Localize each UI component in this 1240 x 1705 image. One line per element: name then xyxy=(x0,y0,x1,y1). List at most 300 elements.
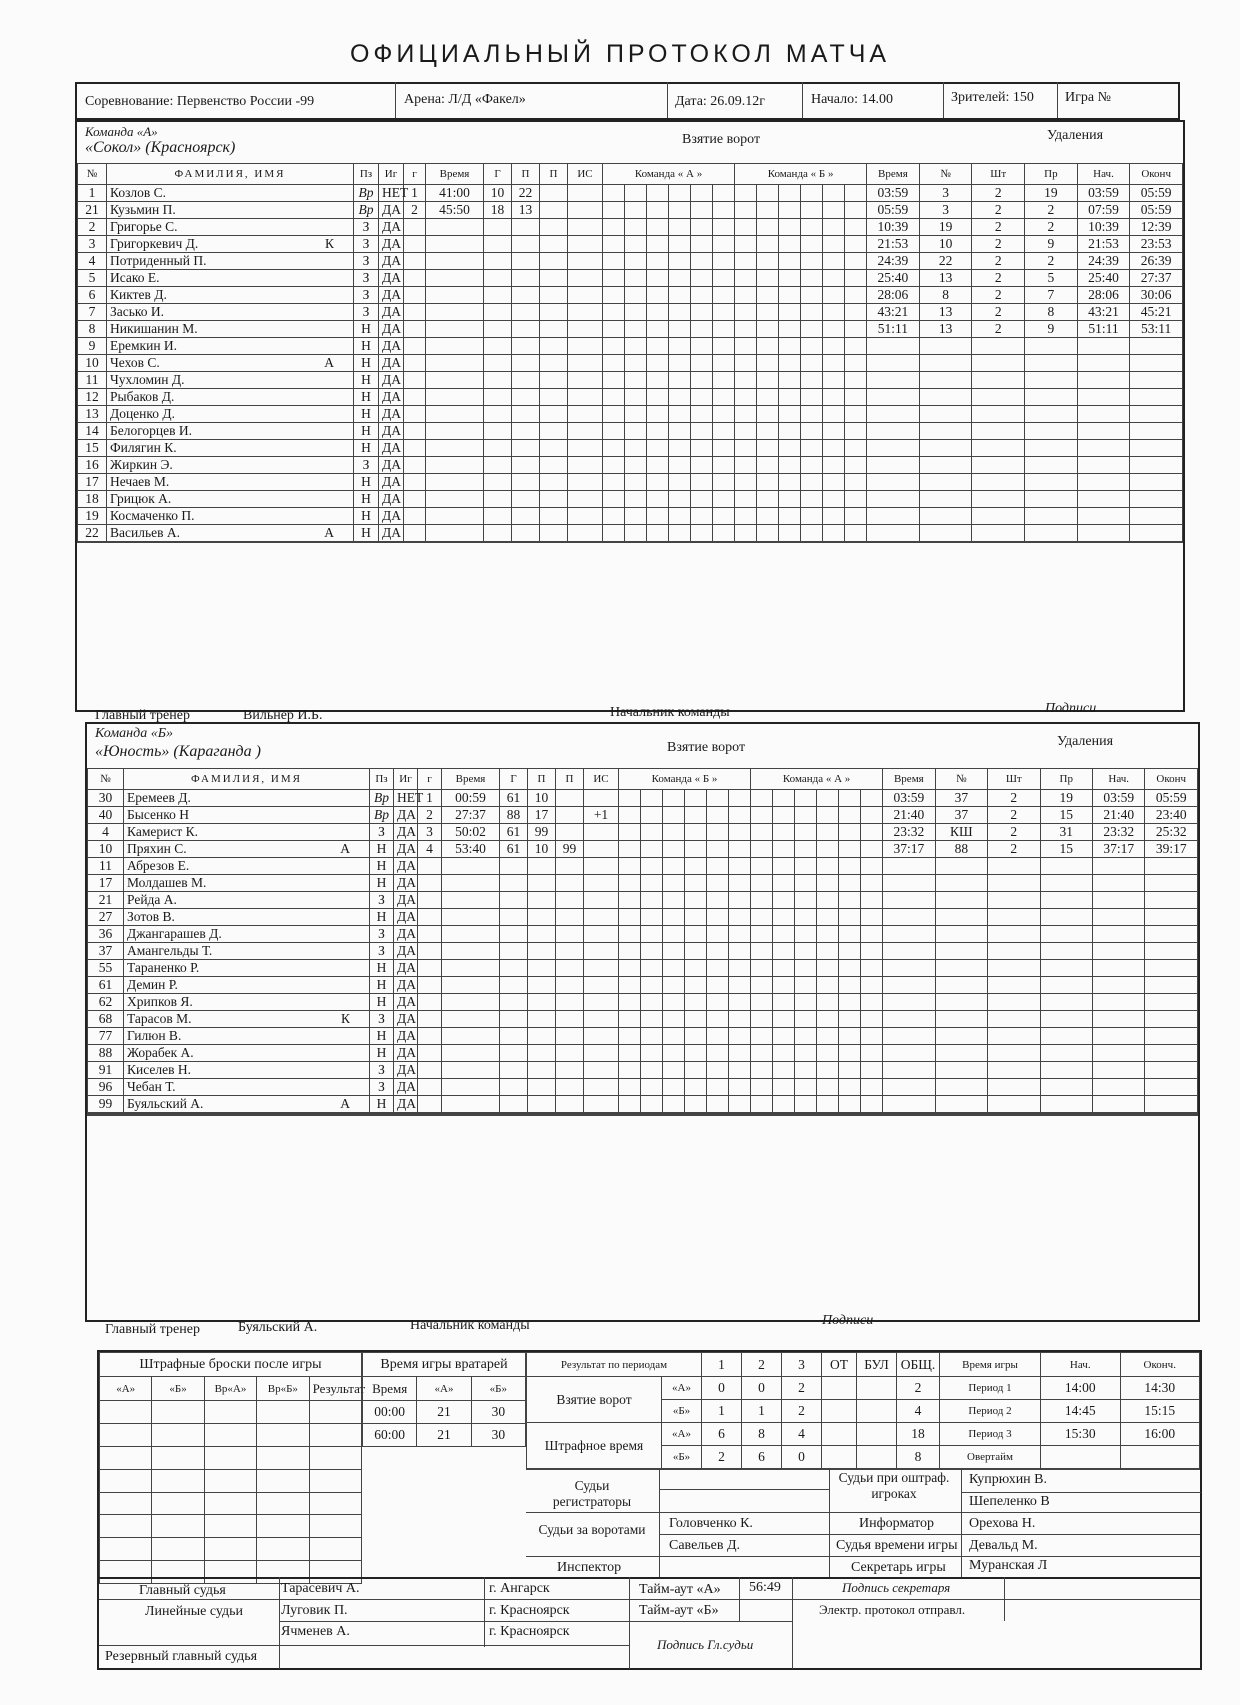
lineup-cell xyxy=(669,474,691,491)
lineup-cell xyxy=(713,525,735,542)
period-start: 14:45 xyxy=(1041,1400,1121,1423)
lineup-cell xyxy=(647,457,669,474)
lineup-cell xyxy=(861,994,883,1011)
ref-city: г. Ангарск xyxy=(489,1581,550,1596)
penalty-cell xyxy=(988,926,1040,943)
goal-cell xyxy=(484,372,512,389)
lineup-cell xyxy=(801,304,823,321)
goal-cell: 41:00 xyxy=(426,185,484,202)
lineup-cell xyxy=(729,1079,751,1096)
player-name-cell xyxy=(124,1062,370,1079)
penalty-cell: 23:40 xyxy=(1145,807,1198,824)
penalty-cell: 45:21 xyxy=(1130,304,1183,321)
lineup-cell xyxy=(669,355,691,372)
player-plays: ДА xyxy=(379,355,404,372)
lineup-cell xyxy=(625,508,647,525)
penalty-cell xyxy=(1130,355,1183,372)
shootout-cell xyxy=(100,1401,152,1424)
captain-mark: К xyxy=(340,1011,350,1026)
lineup-cell xyxy=(603,525,625,542)
player-plays: ДА xyxy=(379,474,404,491)
lineup-cell xyxy=(625,219,647,236)
lineup-cell xyxy=(795,909,817,926)
goalie-time-title: Время игры вратарей xyxy=(363,1353,526,1377)
lineup-cell xyxy=(773,892,795,909)
penalty-cell: 3 xyxy=(919,185,972,202)
goal-cell xyxy=(404,219,426,236)
lineup-cell xyxy=(729,1115,751,1116)
lineup-cell xyxy=(669,440,691,457)
lineup-cell xyxy=(669,202,691,219)
player-name-cell xyxy=(124,943,370,960)
lineup-cell xyxy=(641,824,663,841)
goal-cell xyxy=(540,474,568,491)
shootout-cell xyxy=(309,1446,361,1469)
player-name-cell xyxy=(124,977,370,994)
penalty-cell xyxy=(919,406,972,423)
lineup-cell xyxy=(861,943,883,960)
penalty-cell xyxy=(1130,440,1183,457)
penalty-cell xyxy=(867,406,920,423)
penalty-cell xyxy=(988,858,1040,875)
lineup-cell xyxy=(685,1096,707,1113)
penalty-cell: 07:59 xyxy=(1077,202,1130,219)
lineup-cell xyxy=(603,372,625,389)
lineup-cell xyxy=(641,1028,663,1045)
period-value: 6 xyxy=(742,1446,782,1469)
goal-cell xyxy=(404,423,426,440)
team-b-goals-title: Взятие ворот xyxy=(667,740,746,755)
lineup-cell xyxy=(729,1062,751,1079)
lineup-cell xyxy=(603,542,625,543)
lineup-cell xyxy=(773,824,795,841)
lineup-cell xyxy=(729,977,751,994)
goal-cell xyxy=(500,994,528,1011)
lineup-cell xyxy=(823,270,845,287)
player-name-cell xyxy=(124,1028,370,1045)
lineup-cell xyxy=(801,219,823,236)
penalty-cell xyxy=(1092,1028,1144,1045)
lineup-cell xyxy=(669,406,691,423)
secretary-label: Секретарь игры xyxy=(851,1560,946,1575)
player-position: З xyxy=(370,926,394,943)
lineup-cell xyxy=(801,457,823,474)
lineup-cell xyxy=(801,185,823,202)
col-header-num: № xyxy=(78,164,107,185)
lineup-cell xyxy=(735,253,757,270)
penalty-cell xyxy=(1025,372,1078,389)
lineup-cell xyxy=(691,236,713,253)
penalty-cell: 12:39 xyxy=(1130,219,1183,236)
lineup-cell xyxy=(839,807,861,824)
penalty-cell: 8 xyxy=(1025,304,1078,321)
goal-cell xyxy=(418,960,442,977)
penalty-cell xyxy=(1092,875,1144,892)
player-name: Космаченко П. xyxy=(110,508,195,523)
goal-cell xyxy=(404,508,426,525)
penalty-cell: 30:06 xyxy=(1130,287,1183,304)
goal-cell xyxy=(500,1011,528,1028)
lineup-cell xyxy=(669,287,691,304)
col-header-pen-sht: Шт xyxy=(972,164,1025,185)
goal-cell xyxy=(568,338,603,355)
lineup-cell xyxy=(625,406,647,423)
period-value xyxy=(857,1400,897,1423)
table-row xyxy=(88,841,1198,858)
lineup-cell xyxy=(839,909,861,926)
lineup-cell xyxy=(779,372,801,389)
lineup-cell xyxy=(795,977,817,994)
empty-cell xyxy=(394,1115,418,1116)
captain-mark: К xyxy=(324,236,334,251)
goal-cell xyxy=(512,287,540,304)
goal-cell xyxy=(426,406,484,423)
goal-cell xyxy=(540,287,568,304)
penalty-cell: 2 xyxy=(972,236,1025,253)
lineup-cell xyxy=(735,355,757,372)
inspector-label: Инспектор xyxy=(557,1560,622,1575)
lineup-cell xyxy=(751,824,773,841)
team-b-label: Команда «Б» xyxy=(95,726,173,741)
goal-cell xyxy=(556,926,584,943)
lineup-cell xyxy=(861,1115,883,1116)
col-header-pen-okonch: Оконч xyxy=(1145,769,1198,790)
shootout-cell xyxy=(257,1401,309,1424)
penalty-cell xyxy=(1040,1011,1092,1028)
player-name-cell xyxy=(107,287,354,304)
lineup-cell xyxy=(773,1079,795,1096)
pen-judges-label: Судьи при оштраф. игроках xyxy=(838,1470,950,1501)
player-position: Н xyxy=(354,474,379,491)
lineup-cell xyxy=(641,858,663,875)
lineup-cell xyxy=(845,270,867,287)
goal-cell xyxy=(426,457,484,474)
lineup-cell xyxy=(619,1011,641,1028)
penalty-cell: 37:17 xyxy=(1092,841,1144,858)
lineup-cell xyxy=(619,1062,641,1079)
lineup-cell xyxy=(691,406,713,423)
penalty-cell: 31 xyxy=(1040,824,1092,841)
goal-cell xyxy=(540,355,568,372)
lineup-cell xyxy=(619,1079,641,1096)
penalty-cell: 25:32 xyxy=(1145,824,1198,841)
penalty-cell: 13 xyxy=(919,321,972,338)
penalty-cell xyxy=(1025,508,1078,525)
lineup-cell xyxy=(685,1028,707,1045)
lineup-cell xyxy=(603,457,625,474)
lineup-cell xyxy=(625,491,647,508)
lineup-cell xyxy=(779,525,801,542)
goal-judge-2: Савельев Д. xyxy=(669,1538,741,1553)
lineup-cell xyxy=(735,321,757,338)
shootout-cell xyxy=(257,1423,309,1446)
table-row xyxy=(88,1079,1198,1096)
lineup-cell xyxy=(779,389,801,406)
shootout-cell xyxy=(204,1469,256,1492)
goal-cell xyxy=(404,406,426,423)
lineup-cell xyxy=(817,807,839,824)
pen-judge-1: Купрюхин В. xyxy=(969,1472,1048,1487)
penalty-cell xyxy=(988,1079,1040,1096)
lineup-cell xyxy=(801,270,823,287)
player-number: 68 xyxy=(88,1011,124,1028)
penalty-cell xyxy=(1092,977,1144,994)
secretary-sign: Подпись секретаря xyxy=(842,1580,951,1595)
period-value xyxy=(857,1446,897,1469)
lineup-cell xyxy=(647,440,669,457)
penalty-cell: 51:11 xyxy=(867,321,920,338)
goal-cell xyxy=(484,457,512,474)
penalty-cell xyxy=(1025,338,1078,355)
col-header-team-second: Команда « Б » xyxy=(735,164,867,185)
player-position: З xyxy=(370,824,394,841)
goal-cell xyxy=(426,287,484,304)
player-plays: ДА xyxy=(379,236,404,253)
lineup-cell xyxy=(663,790,685,807)
goal-cell xyxy=(556,1062,584,1079)
lineup-cell xyxy=(845,406,867,423)
pen-judge-2: Шепеленко В xyxy=(969,1494,1050,1509)
lineup-cell xyxy=(757,219,779,236)
penalty-cell: 24:39 xyxy=(867,253,920,270)
penalty-cell xyxy=(1040,1028,1092,1045)
lineup-cell xyxy=(713,287,735,304)
lineup-cell xyxy=(669,219,691,236)
penalty-cell xyxy=(867,440,920,457)
penalty-cell: 13 xyxy=(919,270,972,287)
lineup-cell xyxy=(663,977,685,994)
player-position: Н xyxy=(354,508,379,525)
penalty-cell xyxy=(935,960,987,977)
shootout-cell xyxy=(152,1561,204,1584)
player-position: Н xyxy=(354,372,379,389)
player-name: Джангарашев Д. xyxy=(127,926,222,941)
table-row xyxy=(78,372,1183,389)
penalty-cell xyxy=(988,1096,1040,1113)
lineup-cell xyxy=(735,406,757,423)
period-value: 2 xyxy=(782,1377,822,1400)
goal-cell xyxy=(556,1011,584,1028)
lineup-cell xyxy=(779,423,801,440)
lineup-cell xyxy=(823,202,845,219)
penalty-cell xyxy=(883,960,935,977)
penalty-cell xyxy=(1092,858,1144,875)
goal-cell xyxy=(404,270,426,287)
shootout-col: «А» xyxy=(100,1377,152,1401)
lineup-cell xyxy=(817,841,839,858)
lineup-cell xyxy=(707,1011,729,1028)
lineup-cell xyxy=(823,423,845,440)
lineup-cell xyxy=(861,875,883,892)
goal-cell xyxy=(540,304,568,321)
lineup-cell xyxy=(641,841,663,858)
penalty-cell: 15 xyxy=(1040,841,1092,858)
penalty-cell xyxy=(1130,406,1183,423)
penalty-cell: 2 xyxy=(1025,202,1078,219)
lineup-cell xyxy=(713,423,735,440)
goal-cell xyxy=(442,943,500,960)
penalty-cell: 37 xyxy=(935,807,987,824)
penalty-cell xyxy=(1130,457,1183,474)
goal-cell xyxy=(418,1079,442,1096)
penalty-cell xyxy=(972,440,1025,457)
lineup-cell xyxy=(691,457,713,474)
lineup-cell xyxy=(751,1079,773,1096)
lineup-cell xyxy=(619,909,641,926)
lineup-cell xyxy=(801,491,823,508)
lineup-cell xyxy=(817,926,839,943)
player-number: 3 xyxy=(78,236,107,253)
lineup-cell xyxy=(619,858,641,875)
empty-cell xyxy=(354,542,379,543)
goal-cell: 3 xyxy=(418,824,442,841)
goal-cell xyxy=(404,287,426,304)
player-number: 4 xyxy=(78,253,107,270)
goal-cell xyxy=(442,875,500,892)
goal-cell xyxy=(584,1028,619,1045)
period-value: 2 xyxy=(897,1377,940,1400)
gk-cell: 00:00 xyxy=(363,1401,417,1424)
gk-col: Время xyxy=(363,1377,417,1401)
penalty-cell xyxy=(1040,858,1092,875)
player-plays: ДА xyxy=(394,1045,418,1062)
goal-cell xyxy=(512,270,540,287)
game-time-end-col: Оконч. xyxy=(1120,1353,1200,1377)
player-position: З xyxy=(370,892,394,909)
player-position: Н xyxy=(370,875,394,892)
penalty-cell xyxy=(883,1028,935,1045)
shootout-row xyxy=(100,1401,362,1424)
penalty-cell xyxy=(988,1028,1040,1045)
penalty-cell xyxy=(1145,994,1198,1011)
lineup-cell xyxy=(861,790,883,807)
lineup-cell xyxy=(641,909,663,926)
period-row xyxy=(527,1377,940,1400)
lineup-cell xyxy=(647,202,669,219)
lineup-cell xyxy=(663,807,685,824)
lineup-cell xyxy=(795,790,817,807)
player-plays: ДА xyxy=(394,841,418,858)
lineup-cell xyxy=(619,1115,641,1116)
player-position: З xyxy=(354,270,379,287)
lineup-cell xyxy=(795,926,817,943)
lineup-cell xyxy=(685,909,707,926)
player-number: 37 xyxy=(88,943,124,960)
timekeeper-label: Судья времени игры xyxy=(836,1538,958,1553)
goal-cell xyxy=(568,304,603,321)
penalty-cell xyxy=(1025,457,1078,474)
penalty-cell xyxy=(988,875,1040,892)
period-value: 8 xyxy=(897,1446,940,1469)
player-position: Н xyxy=(354,525,379,542)
player-name: Кузьмин П. xyxy=(110,202,176,217)
lineup-cell xyxy=(663,875,685,892)
lineup-cell xyxy=(845,508,867,525)
lineup-cell xyxy=(729,909,751,926)
penalty-cell xyxy=(1077,457,1130,474)
lineup-cell xyxy=(619,1045,641,1062)
col-header-time: Время xyxy=(426,164,484,185)
goal-cell xyxy=(500,960,528,977)
penalty-cell: 03:59 xyxy=(867,185,920,202)
goal-cell xyxy=(556,1028,584,1045)
penalty-cell: 21:53 xyxy=(1077,236,1130,253)
goal-cell: 1 xyxy=(418,790,442,807)
penalty-cell: 28:06 xyxy=(867,287,920,304)
goal-cell xyxy=(556,1115,584,1116)
penalty-cell xyxy=(988,943,1040,960)
goal-cell: +1 xyxy=(584,807,619,824)
penalty-cell: 5 xyxy=(1025,270,1078,287)
goal-cell xyxy=(528,977,556,994)
period-value: 1 xyxy=(702,1400,742,1423)
goal-cell xyxy=(528,1096,556,1113)
goal-cell: 10 xyxy=(484,185,512,202)
empty-cell xyxy=(88,1115,124,1116)
lineup-cell xyxy=(801,525,823,542)
lineup-cell xyxy=(773,790,795,807)
penalty-cell xyxy=(972,406,1025,423)
penalty-cell xyxy=(883,892,935,909)
lineup-cell xyxy=(823,372,845,389)
lineup-cell xyxy=(779,457,801,474)
lineup-cell xyxy=(669,236,691,253)
goal-cell: 2 xyxy=(418,807,442,824)
goal-cell xyxy=(528,875,556,892)
lineup-cell xyxy=(839,1079,861,1096)
penalty-cell xyxy=(1145,892,1198,909)
lineup-cell xyxy=(757,287,779,304)
lineup-cell xyxy=(817,909,839,926)
goal-cell xyxy=(512,219,540,236)
period-col: 2 xyxy=(742,1353,782,1377)
goal-cell xyxy=(540,525,568,542)
penalty-cell xyxy=(1077,372,1130,389)
table-row xyxy=(88,1028,1198,1045)
lineup-cell xyxy=(839,960,861,977)
lineup-cell xyxy=(801,406,823,423)
player-plays: ДА xyxy=(394,960,418,977)
lineup-cell xyxy=(757,372,779,389)
player-name: Тарасов М. xyxy=(127,1011,192,1026)
player-name: Чебан Т. xyxy=(127,1079,176,1094)
lineup-cell xyxy=(751,926,773,943)
captain-mark: А xyxy=(340,841,350,856)
player-number: 96 xyxy=(88,1079,124,1096)
arena: Арена: Л/Д «Факел» xyxy=(404,92,526,107)
period-value: 2 xyxy=(782,1400,822,1423)
penalty-cell xyxy=(867,542,920,543)
goal-cell xyxy=(484,542,512,543)
lineup-cell xyxy=(663,1096,685,1113)
player-number: 55 xyxy=(88,960,124,977)
goal-cell xyxy=(512,525,540,542)
player-name-cell xyxy=(124,875,370,892)
player-position: З xyxy=(354,236,379,253)
goal-cell xyxy=(584,943,619,960)
player-position: Н xyxy=(354,321,379,338)
period-col: 3 xyxy=(782,1353,822,1377)
penalty-cell xyxy=(883,1115,935,1116)
penalty-cell: 3 xyxy=(919,202,972,219)
player-plays: ДА xyxy=(394,1096,418,1113)
lineup-cell xyxy=(751,960,773,977)
shootout-row xyxy=(100,1515,362,1538)
goal-cell xyxy=(500,943,528,960)
player-position: З xyxy=(354,457,379,474)
lineup-cell xyxy=(801,423,823,440)
period-team-label: «Б» xyxy=(662,1446,702,1469)
